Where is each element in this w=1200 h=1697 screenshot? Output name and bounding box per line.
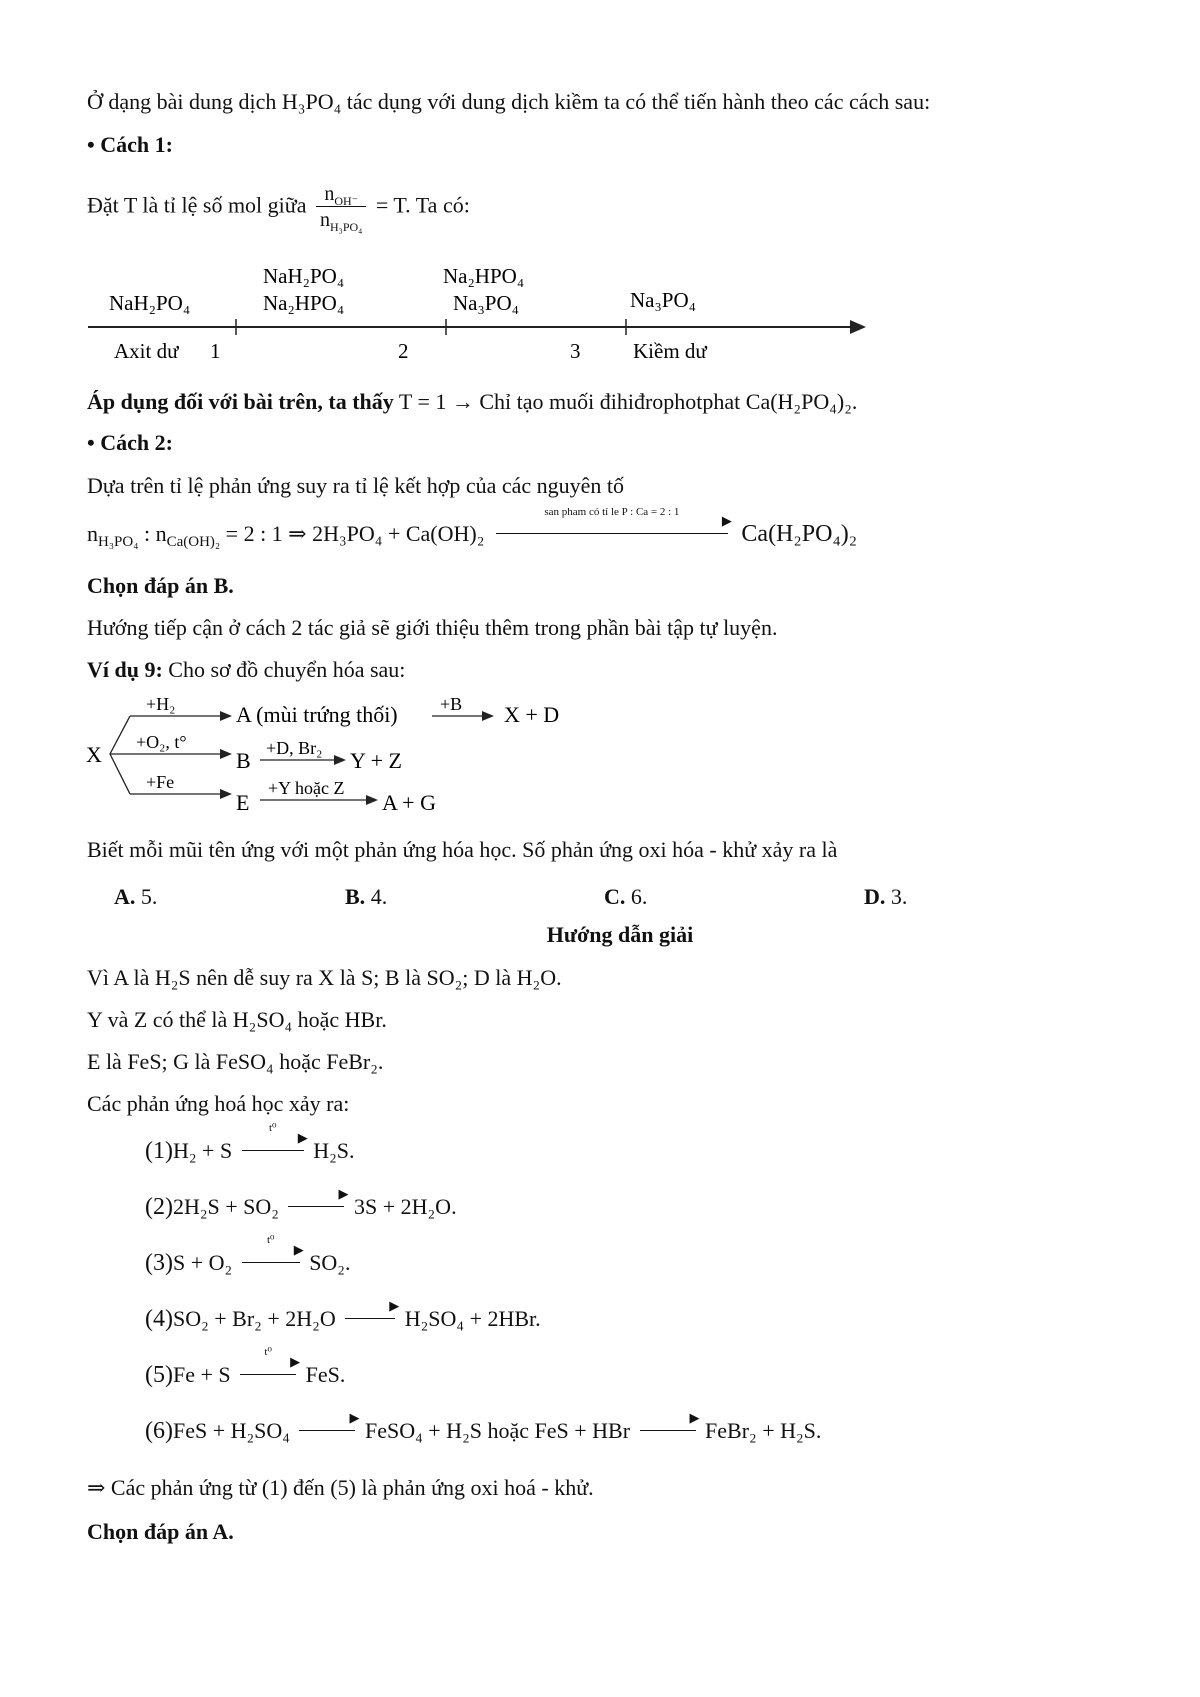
eq-sub1: H₃PO₄ <box>98 534 139 550</box>
eq-product: Ca(H₂PO₄)₂ <box>741 521 858 547</box>
reaction-3-arrow: t⁰ ▶ <box>242 1248 300 1278</box>
reaction-6-right: FeSO₄ + H₂S hoặc FeS + HBr <box>364 1418 631 1443</box>
option-b-key: B. <box>345 884 366 909</box>
salt-region-diagram <box>80 255 880 375</box>
scheme-x: X <box>86 742 102 767</box>
option-c-val: 6. <box>625 884 648 909</box>
region3-top-label: Na₂HPO₄ <box>443 264 525 288</box>
option-d-val: 3. <box>885 884 908 909</box>
reaction-6-left: FeS + H₂SO₄ <box>172 1418 290 1443</box>
tick-2-label: 2 <box>398 339 409 363</box>
solution-line-3: E là FeS; G là FeSO₄ hoặc FeBr₂. <box>87 1049 384 1074</box>
reaction-5-left: Fe + S <box>172 1362 231 1387</box>
frac-den-sub: H₃PO₄ <box>329 220 363 234</box>
reaction-1-arrow: t⁰ ▶ <box>242 1136 304 1166</box>
frac-den: n <box>319 209 330 231</box>
reaction-6-right-2: FeBr₂ + H₂S. <box>705 1418 822 1443</box>
region3-bottom-label: Na₃PO₄ <box>453 291 519 315</box>
reaction-5-arrow: t⁰ ▶ <box>240 1360 296 1390</box>
answer-b: Chọn đáp án B. <box>87 573 234 598</box>
apply-line <box>87 388 857 416</box>
conclusion-text: ⇒ Các phản ứng từ (1) đến (5) là phản ứng oxi hoá - khử. <box>87 1475 594 1500</box>
scheme-arrow1b: +B <box>440 694 463 714</box>
scheme-xd: X + D <box>504 702 560 727</box>
reaction-1-cond: t⁰ <box>268 1122 277 1134</box>
reaction-6 <box>145 1410 822 1446</box>
reaction-2 <box>145 1186 457 1222</box>
solution-line-4: Các phản ứng hoá học xảy ra: <box>87 1091 350 1116</box>
question-text: Biết mỗi mũi tên ứng với một phản ứng hóa học. Số phản ứng oxi hóa - khử xảy ra là <box>87 837 838 862</box>
reaction-3 <box>145 1234 351 1278</box>
option-a-val: 5. <box>135 884 158 909</box>
scheme-arrow1: +H₂ <box>146 694 176 714</box>
option-b-val: 4. <box>365 884 388 909</box>
reaction-3-cond: t⁰ <box>266 1234 275 1246</box>
reaction-5-number: (5) <box>145 1362 173 1388</box>
scheme-yz: Y + Z <box>350 748 402 773</box>
option-d-key: D. <box>864 884 886 909</box>
reaction-2-right: 3S + 2H₂O. <box>353 1194 457 1219</box>
reaction-2-arrow: ▶ <box>288 1192 344 1222</box>
eq-mid: : n <box>138 521 167 546</box>
mol-ratio-fraction <box>316 182 366 233</box>
reaction-4-left: SO₂ + Br₂ + 2H₂O <box>172 1306 336 1331</box>
reaction-4-right: H₂SO₄ + 2HBr. <box>404 1306 541 1331</box>
option-a <box>114 884 157 910</box>
reaction-6-number: (6) <box>145 1418 173 1444</box>
option-a-key: A. <box>114 884 136 909</box>
approach-text: Hướng tiếp cận ở cách 2 tác giả sẽ giới thiệu thêm trong phần bài tập tự luyện. <box>87 615 778 640</box>
reaction-2-left: 2H₂S + SO₂ <box>172 1194 279 1219</box>
scheme-arrow3: +Fe <box>146 772 175 792</box>
reaction-4 <box>145 1298 541 1334</box>
example9-line <box>87 656 405 684</box>
reaction-4-arrow: ▶ <box>345 1304 395 1334</box>
region1-label: NaH₂PO₄ <box>109 291 191 315</box>
eq-sub2: Ca(OH)₂ <box>166 534 221 550</box>
reaction-4-number: (4) <box>145 1306 173 1332</box>
apply-rest: T = 1 → Chỉ tạo muối đihiđrophotphat Ca(H₂PO₄)₂. <box>398 389 858 414</box>
scheme-ag: A + G <box>382 790 436 815</box>
reaction-2-number: (2) <box>145 1194 173 1220</box>
region4-label: Na₃PO₄ <box>630 288 696 312</box>
option-b <box>345 884 387 910</box>
cach1-text-b: = T. Ta có: <box>375 192 470 218</box>
acid-excess-label: Axit dư <box>114 339 179 363</box>
apply-bold: Áp dụng đối với bài trên, ta thấy <box>87 389 394 414</box>
reaction-1-number: (1) <box>145 1138 173 1164</box>
cach1-heading: • Cách 1: <box>87 132 173 157</box>
reaction-6-arrow-2: ▶ <box>640 1416 696 1446</box>
cach1-text-a: Đặt T là tỉ lệ số mol giữa <box>87 192 307 218</box>
reaction-6-arrow: ▶ <box>299 1416 355 1446</box>
reaction-5-right: FeS. <box>305 1362 346 1387</box>
scheme-e: E <box>236 790 250 815</box>
region2-top-label: NaH₂PO₄ <box>263 264 345 288</box>
scheme-arrow3b: +Y hoặc Z <box>268 778 345 798</box>
eq-right: = 2 : 1 ⇒ 2H₃PO₄ + Ca(OH)₂ <box>220 521 485 546</box>
cach1-ratio-line <box>87 182 470 233</box>
option-c-key: C. <box>604 884 626 909</box>
frac-num: n <box>324 183 335 205</box>
tick-1-label: 1 <box>210 339 221 363</box>
reaction-5-cond: t⁰ <box>264 1346 272 1358</box>
reaction-arrow: san pham có tỉ le P : Ca = 2 : 1 ▶ <box>496 520 728 548</box>
reaction-3-left: S + O₂ <box>172 1250 233 1275</box>
reaction-1-left: H₂ + S <box>172 1138 233 1163</box>
reaction-1-right: H₂S. <box>313 1138 355 1163</box>
cach2-equation <box>87 506 858 550</box>
region2-bottom-label: Na₂HPO₄ <box>263 291 345 315</box>
scheme-a: A (mùi trứng thối) <box>236 702 398 727</box>
eq-n1: n <box>87 521 98 546</box>
example9-label: Ví dụ 9: <box>87 657 163 682</box>
example9-text: Cho sơ đồ chuyển hóa sau: <box>162 657 406 682</box>
base-excess-label: Kiềm dư <box>633 339 707 363</box>
reaction-3-number: (3) <box>145 1250 173 1276</box>
solution-line-1: Vì A là H₂S nên dễ suy ra X là S; B là SO₂; D là H₂O. <box>87 965 562 990</box>
answer-a: Chọn đáp án A. <box>87 1519 234 1544</box>
frac-num-sub: OH⁻ <box>334 194 358 208</box>
conversion-scheme <box>80 692 640 822</box>
tick-3-label: 3 <box>570 339 581 363</box>
arrow-condition: san pham có tỉ le P : Ca = 2 : 1 <box>544 506 680 518</box>
cach2-text: Dựa trên tỉ lệ phản ứng suy ra tỉ lệ kết hợp của các nguyên tố <box>87 473 625 498</box>
reaction-3-right: SO₂. <box>309 1250 351 1275</box>
option-d <box>864 884 907 910</box>
scheme-b: B <box>236 748 251 773</box>
number-line-arrowhead <box>850 320 866 334</box>
scheme-arrow2b: +D, Br₂ <box>266 738 323 758</box>
reaction-5 <box>145 1346 346 1390</box>
intro-text: Ở dạng bài dung dịch H₃PO₄ tác dụng với dung dịch kiềm ta có thể tiến hành theo các cách sau: <box>87 89 931 114</box>
scheme-arrow2: +O₂, t° <box>136 732 187 752</box>
solution-line-2: Y và Z có thể là H₂SO₄ hoặc HBr. <box>87 1007 387 1032</box>
reaction-1 <box>145 1122 355 1166</box>
cach2-heading: • Cách 2: <box>87 430 173 455</box>
solution-heading: Hướng dẫn giải <box>546 922 694 947</box>
option-c <box>604 884 647 910</box>
